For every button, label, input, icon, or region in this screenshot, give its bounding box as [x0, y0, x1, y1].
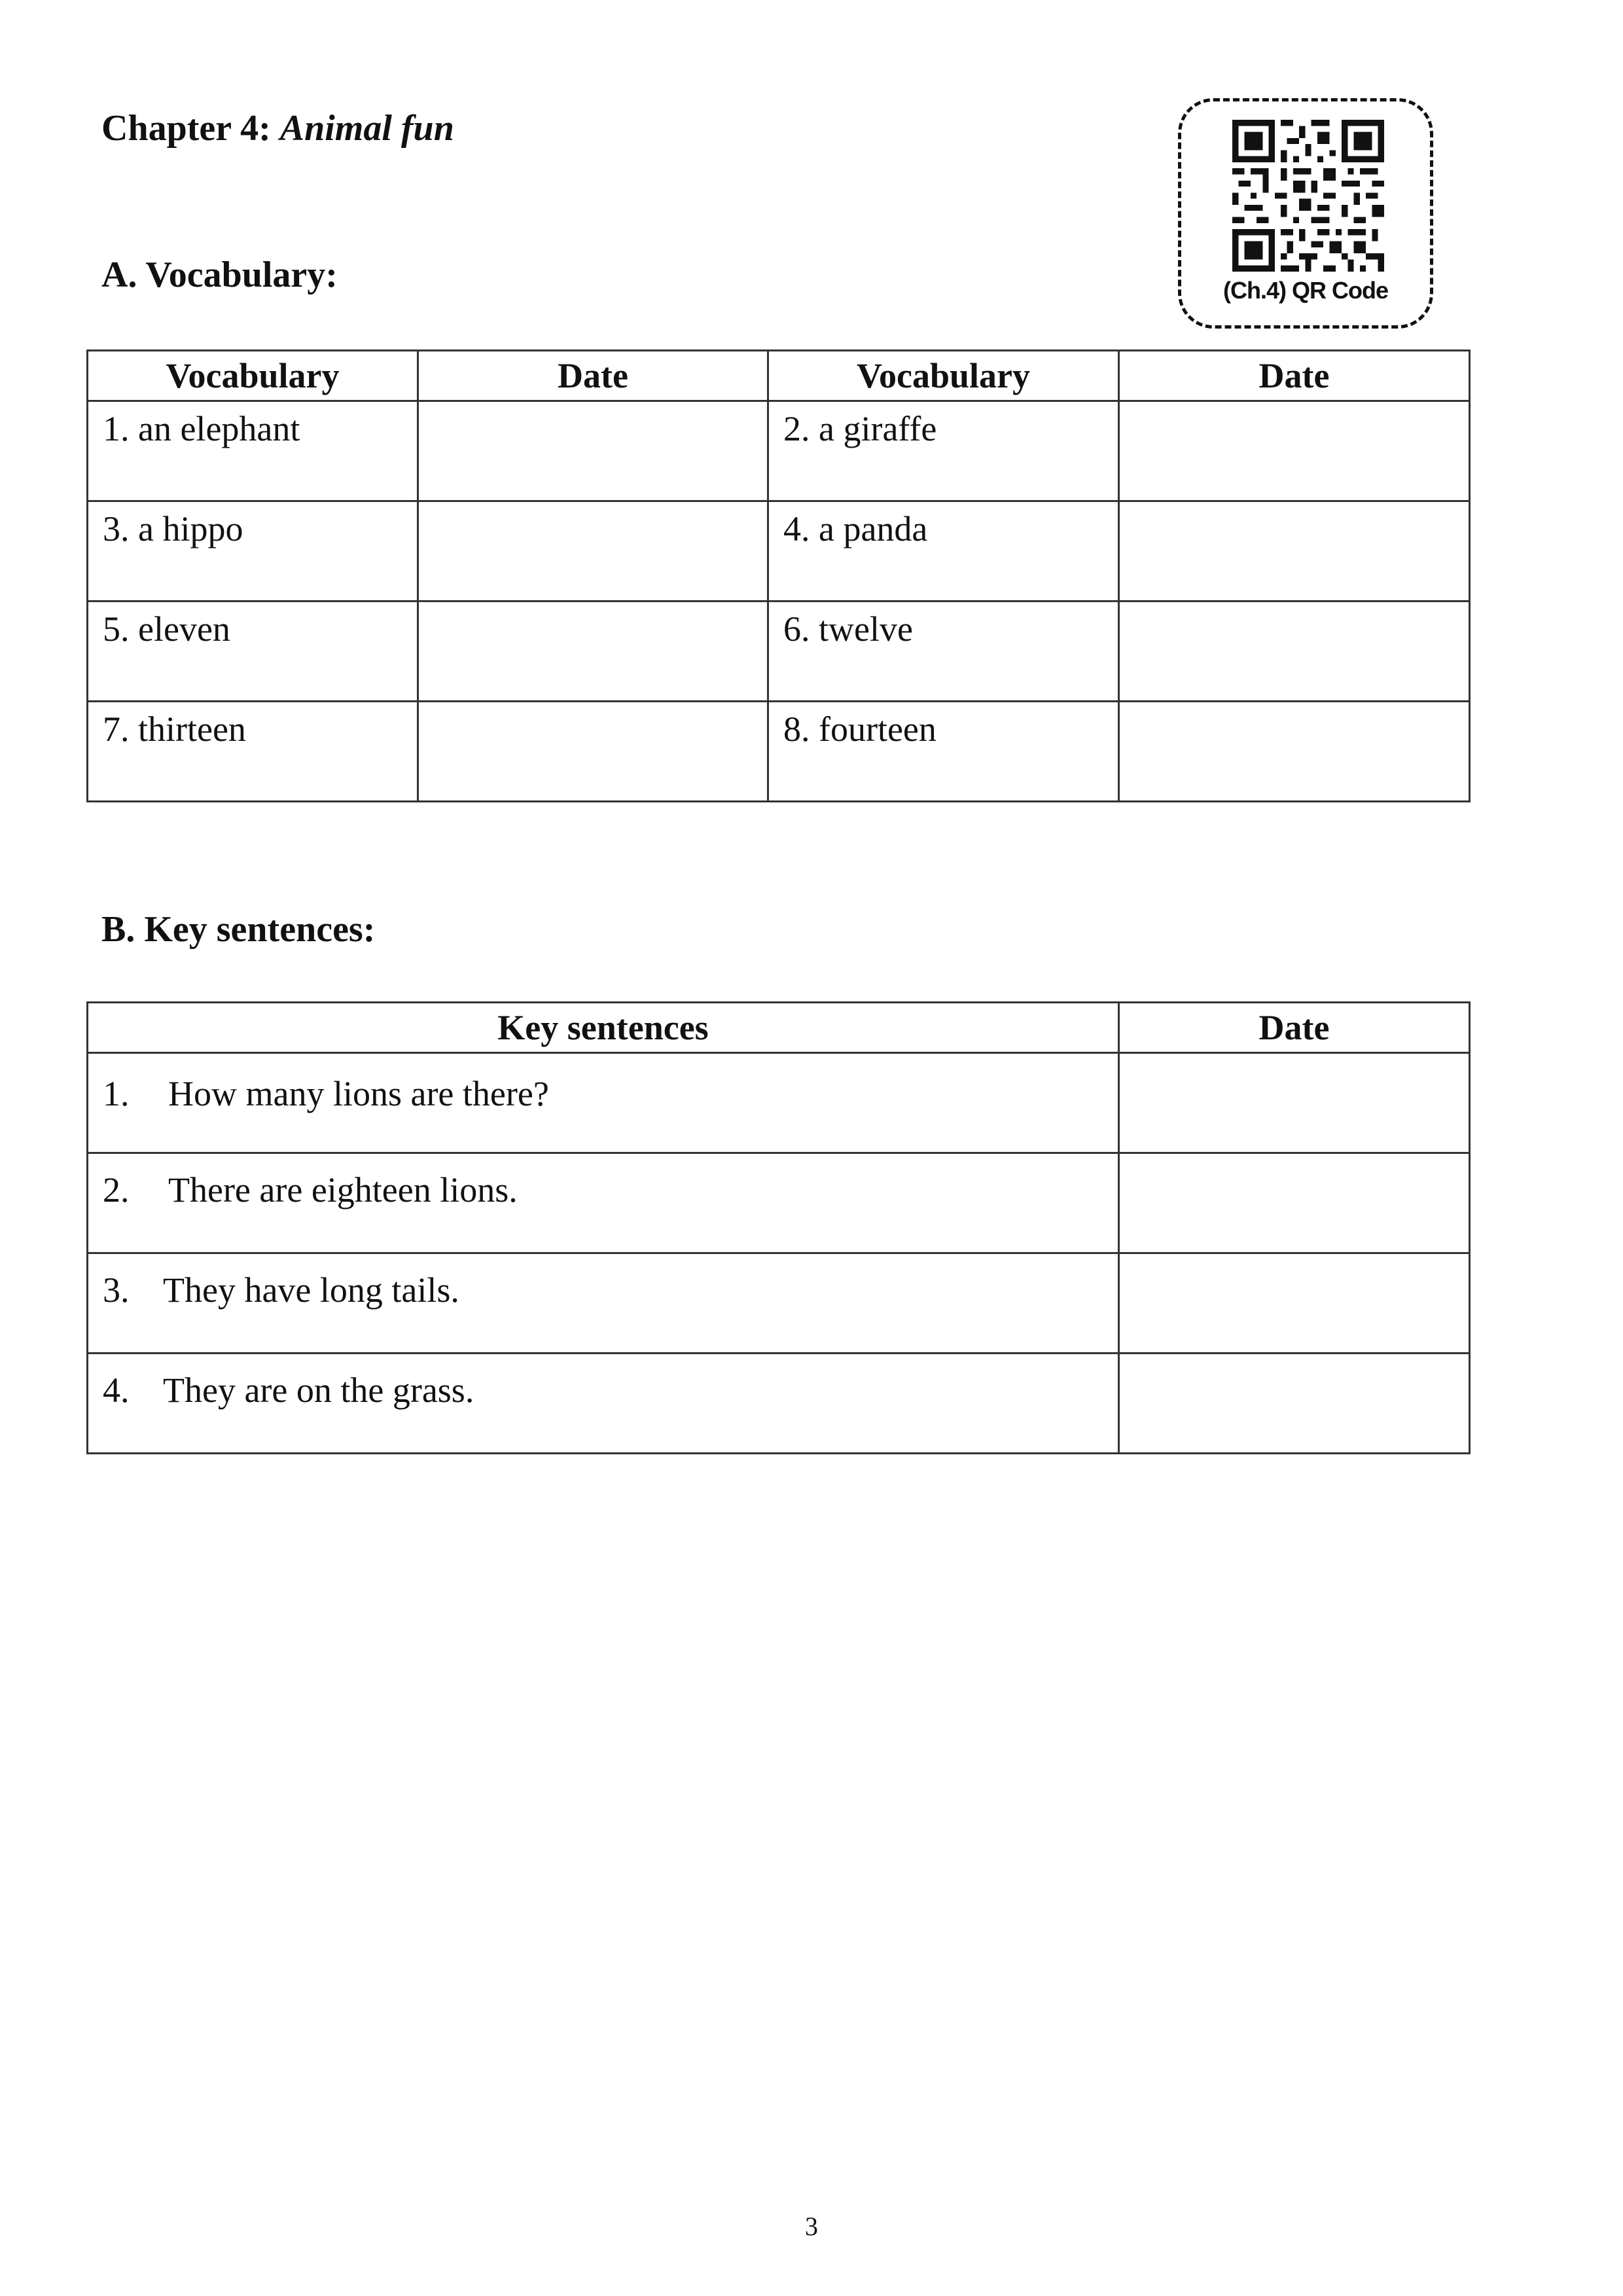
date-cell[interactable] — [1119, 501, 1470, 601]
table-row — [88, 702, 1470, 802]
date-cell[interactable] — [418, 702, 768, 802]
table-row — [88, 1253, 1470, 1354]
vocabulary-header-row — [88, 351, 1470, 401]
sentence-number: 3. — [103, 1270, 130, 1310]
date-cell[interactable] — [418, 601, 768, 702]
vocabulary-cell: 3. a hippo — [88, 501, 418, 601]
date-header: Date — [1119, 351, 1470, 401]
date-cell[interactable] — [1119, 1354, 1470, 1454]
key-sentence-cell — [88, 1153, 1119, 1253]
date-header: Date — [418, 351, 768, 401]
key-sentences-table — [86, 1001, 1471, 1454]
date-cell[interactable] — [1119, 702, 1470, 802]
vocabulary-header: Vocabulary — [768, 351, 1119, 401]
table-row — [88, 1053, 1470, 1153]
date-cell[interactable] — [1119, 1153, 1470, 1253]
chapter-name: Animal fun — [279, 108, 454, 149]
table-row — [88, 1354, 1470, 1454]
key-sentence-cell — [88, 1053, 1119, 1153]
sentence-text: They are on the grass. — [163, 1371, 474, 1410]
vocabulary-cell: 6. twelve — [768, 601, 1119, 702]
key-sentences-header: Key sentences — [88, 1003, 1119, 1053]
table-row — [88, 601, 1470, 702]
key-sentences-header-row — [88, 1003, 1470, 1053]
date-cell[interactable] — [418, 401, 768, 501]
sentence-number: 2. — [103, 1170, 130, 1210]
date-cell[interactable] — [418, 501, 768, 601]
section-b-heading: B. Key sentences: — [101, 909, 376, 950]
vocabulary-cell: 5. eleven — [88, 601, 418, 702]
table-row — [88, 1153, 1470, 1253]
sentence-text: How many lions are there? — [168, 1074, 549, 1113]
vocabulary-table — [86, 350, 1471, 802]
table-row — [88, 401, 1470, 501]
sentence-number: 1. — [103, 1074, 130, 1113]
page-number: 3 — [805, 2212, 818, 2241]
date-header: Date — [1119, 1003, 1470, 1053]
section-a-heading: A. Vocabulary: — [101, 255, 338, 295]
date-cell[interactable] — [1119, 401, 1470, 501]
key-sentence-cell — [88, 1253, 1119, 1354]
date-cell[interactable] — [1119, 1053, 1470, 1153]
sentence-text: There are eighteen lions. — [168, 1170, 518, 1210]
vocabulary-cell: 2. a giraffe — [768, 401, 1119, 501]
date-cell[interactable] — [1119, 601, 1470, 702]
sentence-text: They have long tails. — [163, 1270, 459, 1310]
chapter-title — [101, 102, 454, 154]
date-cell[interactable] — [1119, 1253, 1470, 1354]
qr-code-box — [1178, 98, 1433, 329]
chapter-label: Chapter 4: — [101, 108, 271, 149]
vocabulary-cell: 7. thirteen — [88, 702, 418, 802]
qr-caption: (Ch.4) QR Code — [1223, 277, 1388, 304]
sentence-number: 4. — [103, 1371, 130, 1410]
qr-code-icon — [1232, 120, 1384, 272]
vocabulary-cell: 8. fourteen — [768, 702, 1119, 802]
vocabulary-cell: 4. a panda — [768, 501, 1119, 601]
vocabulary-cell: 1. an elephant — [88, 401, 418, 501]
key-sentence-cell — [88, 1354, 1119, 1454]
vocabulary-header: Vocabulary — [88, 351, 418, 401]
table-row — [88, 501, 1470, 601]
